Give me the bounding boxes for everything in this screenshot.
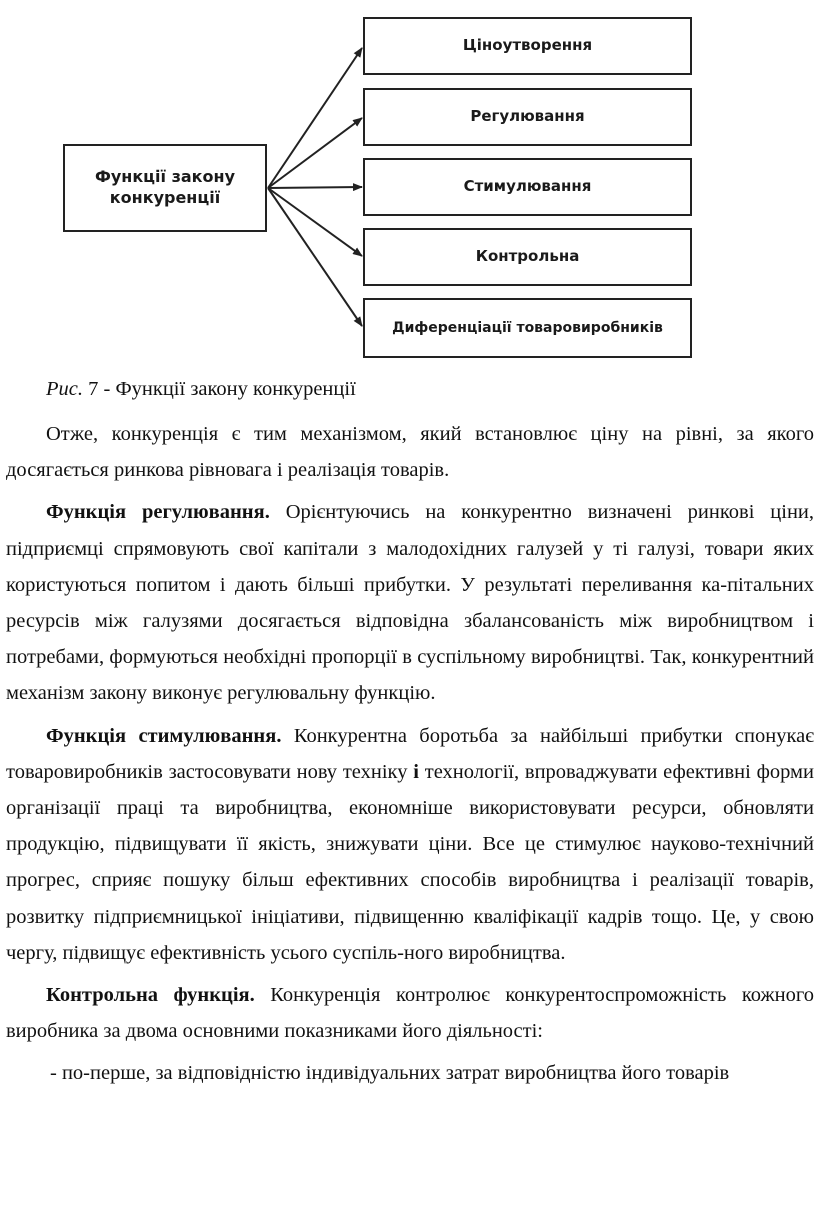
paragraph-heading: Функція стимулювання. (46, 724, 282, 747)
arrow-to-pricing (268, 48, 362, 188)
target-label: Ціноутворення (462, 36, 593, 55)
paragraph-regulation (6, 494, 814, 711)
target-label: Регулювання (470, 107, 585, 126)
arrow-to-regulation (268, 118, 362, 188)
source-label: Функції закону конкуренції (94, 167, 236, 207)
source-box (63, 144, 267, 232)
target-box-regulation (363, 88, 692, 146)
paragraph-bold-letter: і (413, 760, 419, 783)
caption-text: 7 - Функції закону конкуренції (83, 378, 356, 400)
target-label: Контрольна (475, 247, 580, 266)
paragraph-body: Конкурентна боротьба за найбільші прибутки спонукає товаровиробників застосовувати нову техніку (6, 724, 814, 783)
target-label: Диференціації товаровиробників (392, 319, 663, 336)
functions-diagram (0, 0, 816, 370)
body-text (6, 416, 814, 1092)
paragraph-stimulation (6, 718, 814, 971)
target-box-differentiation (363, 298, 692, 358)
paragraph-1: Отже, конкуренція є тим механізмом, який встановлює ціну на рівні, за якого досягається ринкова рівновага і реалізація товарів. (6, 423, 814, 482)
caption-label: Рис. (46, 378, 83, 400)
figure-caption (46, 378, 356, 401)
paragraph-body: технології, впроваджувати ефективні форми організації праці та виробництва, економніше використовувати ресурси, обновляти продукцію, підвищувати її якість, знижувати ціни. Все це стимулює науково-технічний прогрес, сприяє пошуку більш ефективних способів виробництва і реалізації товарів, розвитку підприємницької ініціативи, підвищенню кваліфікації кадрів тощо. Це, у свою чергу, підвищує ефективність усього суспіль-ного виробництва. (6, 760, 814, 964)
target-label: Стимулювання (463, 177, 592, 196)
paragraph-control (6, 977, 814, 1049)
paragraph-body: Орієнтуючись на конкурентно визначені ринкові ціни, підприємці спрямовують свої капітали з малодохідних галузей у ті галузі, товари яких користуються попитом і дають більші прибутки. У результаті переливання ка-пітальних ресурсів між галузями досягається відповідна збалансованість між виробництвом і потребами, формуються необхідні пропорції в суспільному виробництві. Так, конкурентний механізм закону виконує регулювальну функцію. (6, 501, 815, 705)
target-box-control (363, 228, 692, 286)
arrow-to-stimulation (268, 187, 362, 188)
target-box-pricing (363, 17, 692, 75)
paragraph-heading: Контрольна функція. (46, 984, 255, 1007)
arrow-to-control (268, 188, 362, 256)
paragraph-body: Конкуренція контролює конкурентоспроможність кожного виробника за двома основними показниками його діяльності: (6, 984, 815, 1043)
paragraph-list-item: - по-перше, за відповідністю індивідуальних затрат виробництва його товарів (50, 1062, 730, 1085)
paragraph-heading: Функція регулювання. (46, 501, 270, 524)
arrow-to-differentiation (268, 188, 362, 326)
target-box-stimulation (363, 158, 692, 216)
